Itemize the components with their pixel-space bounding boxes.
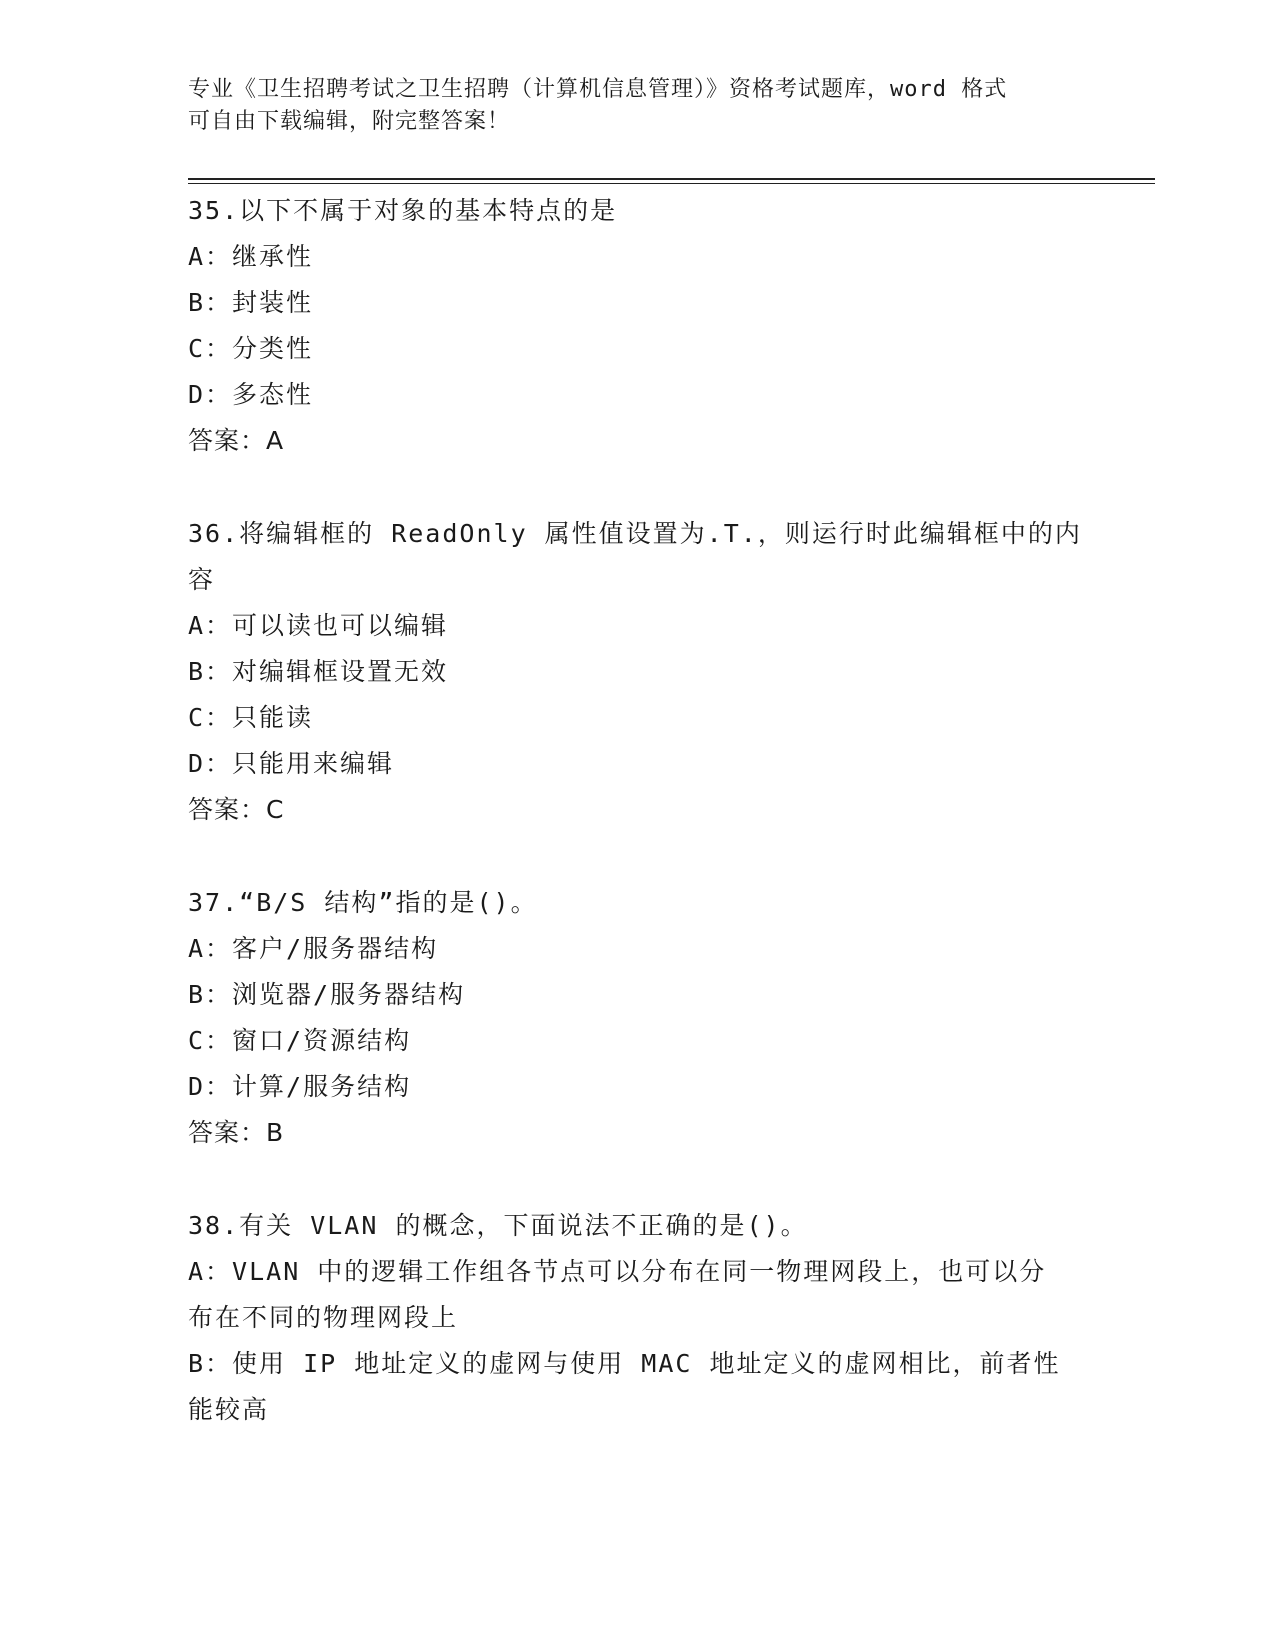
option-b: B：浏览器/服务器结构 <box>188 980 466 1009</box>
option-a: A：可以读也可以编辑 <box>188 611 449 640</box>
option-c: C：窗口/资源结构 <box>188 1026 412 1055</box>
question-36 <box>188 511 1088 833</box>
option-d: D：多态性 <box>188 380 314 409</box>
question-stem: 36.将编辑框的 ReadOnly 属性值设置为.T.，则运行时此编辑框中的内 <box>188 519 1082 548</box>
question-stem: 35.以下不属于对象的基本特点的是 <box>188 196 618 225</box>
answer-line: 答案：A <box>188 426 285 455</box>
option-a: A：VLAN 中的逻辑工作组各节点可以分布在同一物理网段上，也可以分 <box>188 1257 1047 1286</box>
option-b-continued: 能较高 <box>188 1395 270 1424</box>
option-d: D：只能用来编辑 <box>188 749 395 778</box>
option-a: A：继承性 <box>188 242 314 271</box>
option-c: C：分类性 <box>188 334 314 363</box>
option-b: B：对编辑框设置无效 <box>188 657 449 686</box>
option-b: B：封装性 <box>188 288 314 317</box>
answer-line: 答案：C <box>188 795 285 824</box>
question-stem-continued: 容 <box>188 565 216 594</box>
question-38 <box>188 1203 1088 1433</box>
option-d: D：计算/服务结构 <box>188 1072 412 1101</box>
option-b: B：使用 IP 地址定义的虚网与使用 MAC 地址定义的虚网相比，前者性 <box>188 1349 1061 1378</box>
option-c: C：只能读 <box>188 703 314 732</box>
header-divider-thick <box>188 178 1155 180</box>
option-a: A：客户/服务器结构 <box>188 934 439 963</box>
question-stem: 37.“B/S 结构”指的是()。 <box>188 888 538 917</box>
question-stem: 38.有关 VLAN 的概念，下面说法不正确的是()。 <box>188 1211 808 1240</box>
document-header <box>188 74 1068 138</box>
header-divider-thin <box>188 183 1155 184</box>
answer-line: 答案：B <box>188 1118 285 1147</box>
option-a-continued: 布在不同的物理网段上 <box>188 1303 459 1332</box>
question-list <box>188 188 1088 1480</box>
question-35 <box>188 188 1088 464</box>
header-line-1: 专业《卫生招聘考试之卫生招聘（计算机信息管理）》资格考试题库，word 格式 <box>188 77 1008 102</box>
question-37 <box>188 880 1088 1156</box>
header-line-2: 可自由下载编辑，附完整答案！ <box>188 109 511 134</box>
